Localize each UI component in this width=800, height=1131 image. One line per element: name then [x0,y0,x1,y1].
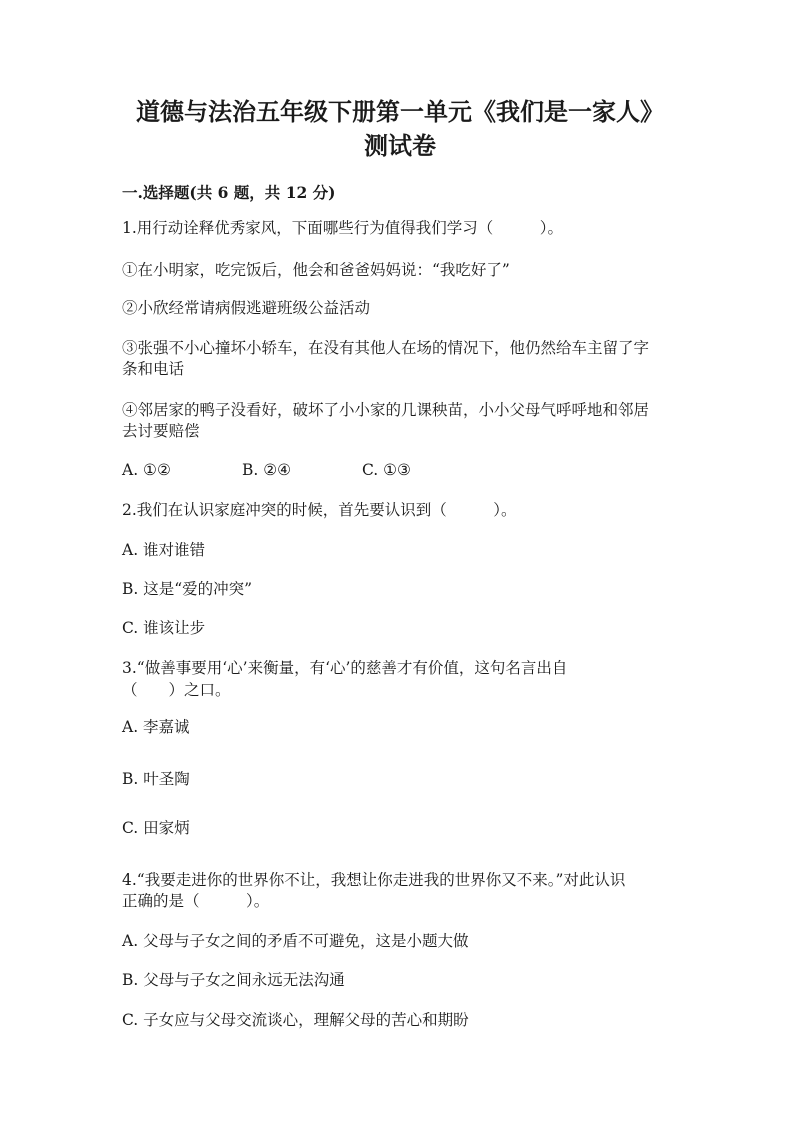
question-2-stem: 2.我们在认识家庭冲突的时候，首先要认识到（ ）。 [122,501,517,519]
exam-title-line-2: 测试卷 [364,131,436,160]
question-3-option-c: C. 田家炳 [122,819,190,837]
question-3-option-a: A. 李嘉诚 [122,718,190,736]
question-1-option-b: B. ②④ [242,461,292,479]
question-4-stem-line-2: 正确的是（ ）。 [122,892,270,910]
question-4-option-a: A. 父母与子女之间的矛盾不可避免，这是小题大做 [122,932,469,950]
question-1-option-a: A. ①② [122,461,171,479]
question-3-stem-line-1: 3.“做善事要用‘心’来衡量，有‘心’的慈善才有价值，这句名言出自 [122,659,568,677]
question-3-option-b: B. 叶圣陶 [122,770,190,788]
question-1-item-1: ①在小明家，吃完饭后，他会和爸爸妈妈说：“我吃好了” [122,261,510,279]
question-1-item-4-cont: 去讨要赔偿 [122,422,200,440]
exam-title-line-1: 道德与法治五年级下册第一单元《我们是一家人》 [136,97,664,126]
question-1-item-2: ②小欣经常请病假逃避班级公益活动 [122,299,371,317]
question-2-option-b: B. 这是“爱的冲突” [122,580,253,598]
question-1-item-4: ④邻居家的鸭子没看好，破坏了小小家的几课秧苗，小小父母气呼呼地和邻居 [122,401,650,419]
question-2-option-c: C. 谁该让步 [122,619,206,637]
question-1-stem: 1.用行动诠释优秀家风，下面哪些行为值得我们学习（ ）。 [122,219,564,237]
question-2-option-a: A. 谁对谁错 [122,541,206,559]
question-4-option-b: B. 父母与子女之间永远无法沟通 [122,971,345,989]
question-1-option-c: C. ①③ [362,461,411,479]
question-1-item-3-cont: 条和电话 [122,360,185,378]
section-header: 一.选择题(共 6 题，共 12 分) [122,183,336,202]
question-4-option-c: C. 子女应与父母交流谈心，理解父母的苦心和期盼 [122,1011,469,1029]
question-1-item-3: ③张强不小心撞坏小轿车，在没有其他人在场的情况下，他仍然给车主留了字 [122,339,650,357]
question-4-stem-line-1: 4.“我要走进你的世界你不让，我想让你走进我的世界你又不来。”对此认识 [122,871,626,889]
question-3-stem-line-2: （ ）之口。 [122,681,231,699]
